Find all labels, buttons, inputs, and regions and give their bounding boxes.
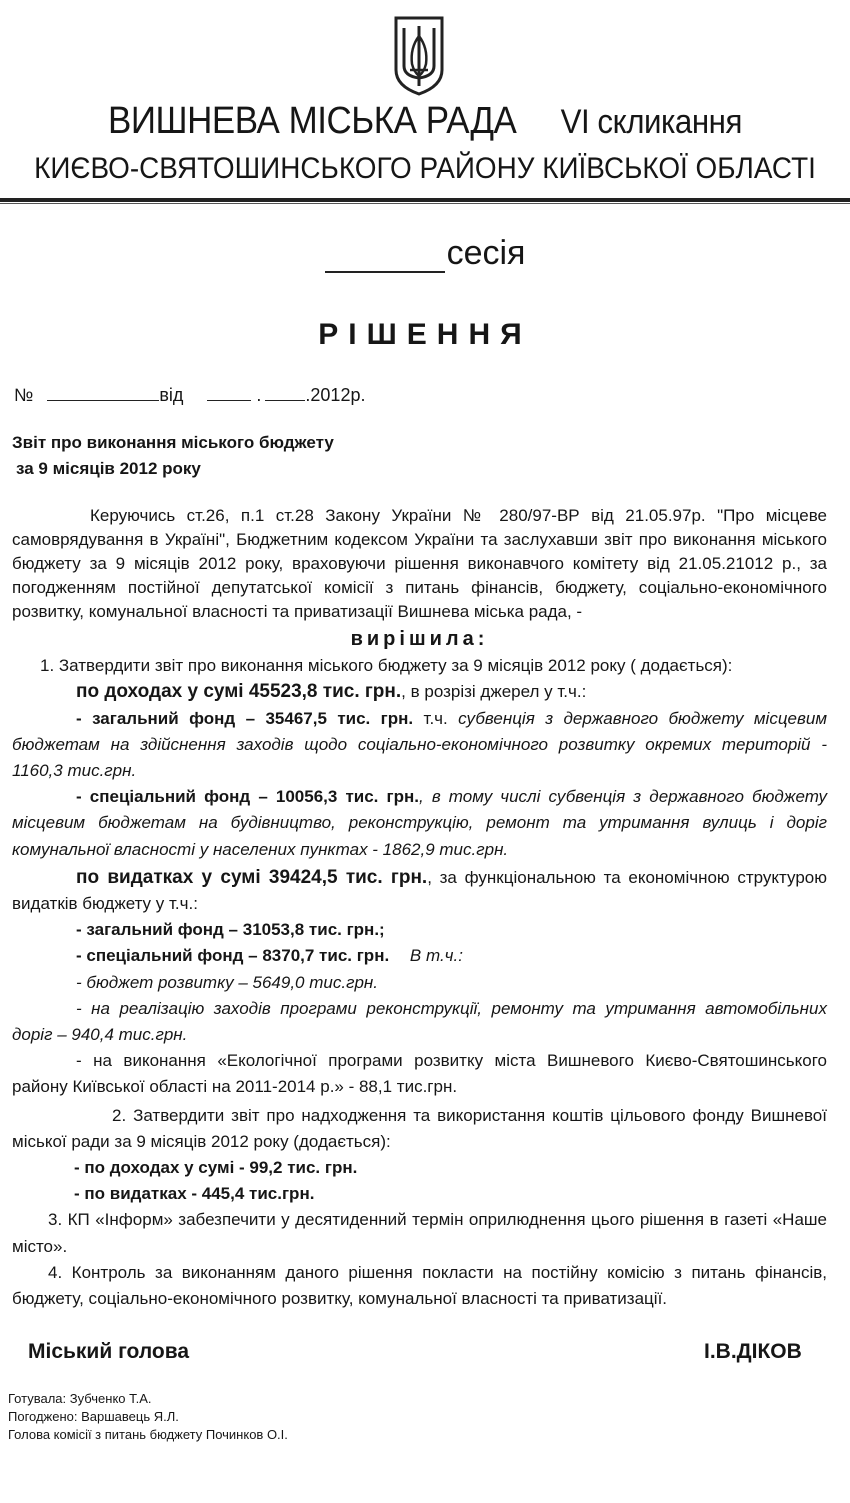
header-rule-thin: [0, 203, 850, 204]
session-line: [0, 234, 850, 273]
income-line: по доходах у сумі 45523,8 тис. грн., в розрізі джерел у т.ч.:: [76, 681, 587, 703]
convocation: VI скликання: [560, 103, 742, 141]
council-title: [34, 100, 816, 143]
roads-program: - на реалізацію заходів програми реконструкції, ремонту та утримання автомобільних доріг – 940,4 тис.грн.: [12, 998, 827, 1045]
general-fund-income: - загальний фонд – 35467,5 тис. грн. т.ч. субвенція з державного бюджету місцевим бюджетам на здійснення заходів щодо соціально-економічного розвитку окремих територій - 1160,3 тис.грн.: [12, 708, 827, 781]
council-name: ВИШНЕВА МІСЬКА РАДА: [108, 100, 517, 142]
item-2: 2. Затвердити звіт про надходження та використання коштів цільового фонду Вишневої міської ради за 9 місяців 2012 року (додається):: [12, 1105, 827, 1151]
commission-head: Голова комісії з питань бюджету Починков О.І.: [8, 1427, 288, 1442]
item-2-expense: - по видатках - 445,4 тис.грн.: [74, 1184, 315, 1204]
session-label: сесія: [446, 234, 526, 272]
expense-line: по видатках у сумі 39424,5 тис. грн., за функціональною та економічною структурою видатків бюджету у т.ч.:: [12, 866, 828, 914]
resolved-heading: вирішила:: [350, 628, 489, 650]
signature-name: І.В.ДІКОВ: [704, 1340, 802, 1363]
item-2-income: - по доходах у сумі - 99,2 тис. грн.: [74, 1158, 358, 1178]
agreed-by: Погоджено: Варшавець Я.Л.: [8, 1409, 179, 1424]
preamble: [12, 504, 827, 624]
expense-general-fund: - загальний фонд – 31053,8 тис. грн.;: [76, 920, 385, 940]
year-label: .2012р.: [305, 385, 366, 405]
item-1: 1. Затвердити звіт про виконання міського бюджету за 9 місяців 2012 року ( додається):: [40, 656, 733, 676]
subject: [12, 430, 334, 482]
session-blank: [325, 235, 445, 273]
trident-emblem-icon: [392, 14, 446, 96]
header-rule: [0, 198, 850, 202]
district-title: КИЄВО-СВЯТОШИНСЬКОГО РАЙОНУ КИЇВСЬКОЇ ОБЛАСТІ: [34, 152, 816, 185]
signature-title: Міський голова: [28, 1340, 190, 1363]
from-label: від: [159, 385, 184, 405]
number-label: №: [14, 385, 34, 405]
special-fund-income: - спеціальний фонд – 10056,3 тис. грн., в тому числі субвенція з державного бюджету місцевим бюджетам на будівництво, реконструкцію, ремонт та утримання вулиць і доріг комунальної власності у населених пунктах - 1862,9 тис.грн.: [12, 787, 827, 859]
development-budget: - бюджет розвитку – 5649,0 тис.грн.: [76, 972, 378, 992]
preamble-text: Керуючись ст.26, п.1 ст.28 Закону України № 280/97-ВР від 21.05.97р. "Про місцеве самоврядування в Україні", Бюджетним кодексом України та заслухавши звіт про виконання міського бюджету за 9 місяців 2012 року, враховуючи рішення виконавчого комітету від 21.05.21012 р., за погодженням постійної депутатської комісії з питань фінансів, бюджету, соціально-економічного розвитку, комунальної власності та приватизації Вишнева міська рада, -: [12, 506, 827, 621]
prepared-by: Готувала: Зубченко Т.А.: [8, 1391, 152, 1406]
decision-title: РІШЕННЯ: [318, 318, 532, 351]
subject-line-2: за 9 місяців 2012 року: [16, 459, 201, 478]
number-blank: [47, 384, 159, 401]
subject-line-1: Звіт про виконання міського бюджету: [12, 433, 334, 452]
ecology-program: - на виконання «Екологічної програми розвитку міста Вишневого Києво-Святошинського району Київської області на 2011-2014 р.» - 88,1 тис.грн.: [12, 1051, 827, 1097]
item-3: 3. КП «Інформ» забезпечити у десятиденний термін оприлюднення цього рішення в газеті «Наше місто».: [12, 1210, 827, 1256]
day-blank: [207, 384, 251, 401]
number-date-line: № від . .2012р.: [14, 385, 366, 405]
month-blank: [265, 384, 305, 401]
expense-special-fund: - спеціальний фонд – 8370,7 тис. грн. В т.ч.:: [76, 946, 463, 966]
item-4: 4. Контроль за виконанням даного рішення покласти на постійну комісію з питань фінансів, бюджету, соціально-економічного розвитку, комунальної власності та приватизації.: [12, 1262, 827, 1309]
decision-body: [12, 626, 827, 1312]
footer-notes: [8, 1390, 288, 1444]
